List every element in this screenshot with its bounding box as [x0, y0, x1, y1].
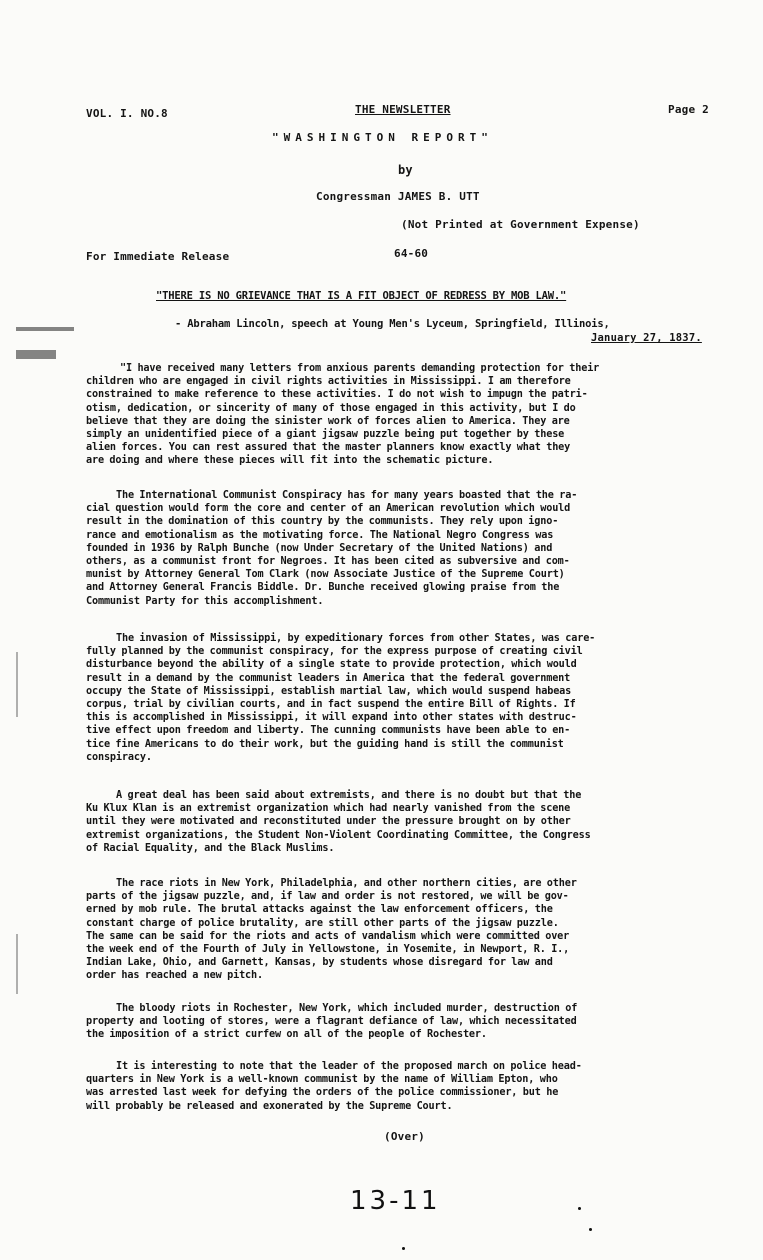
- text-line: Indian Lake, Ohio, and Garnett, Kansas, by students whose disregard for law and: [86, 957, 553, 969]
- margin-line: [16, 934, 18, 994]
- text-line: the imposition of a strict curfew on all of the people of Rochester.: [86, 1029, 487, 1041]
- text-line: others, as a communist front for Negroes. It has been cited as subversive and com-: [86, 556, 570, 568]
- ink-speck: [402, 1247, 405, 1250]
- text-line: The same can be said for the riots and acts of vandalism which were committed over: [86, 930, 570, 942]
- text-line: are doing and where these pieces will fit into the schematic picture.: [86, 455, 494, 467]
- printing-note: (Not Printed at Government Expense): [401, 218, 640, 231]
- handwritten-page-number: 13-11: [350, 1186, 441, 1216]
- margin-smudge: [16, 327, 74, 331]
- over-marker: (Over): [384, 1130, 425, 1143]
- paragraph: [86, 1060, 722, 1113]
- newsletter-name: THE NEWSLETTER: [355, 103, 451, 116]
- text-line: constrained to make reference to these activities. I do not wish to impugn the patri-: [86, 389, 588, 401]
- ink-speck: [589, 1228, 592, 1231]
- text-line: believe that they are doing the sinister work of forces alien to America. They are: [86, 415, 570, 427]
- release-notice: For Immediate Release: [86, 250, 230, 263]
- quote-date: January 27, 1837.: [591, 332, 702, 344]
- text-line: property and looting of stores, were a flagrant defiance of law, which necessitated: [86, 1016, 577, 1028]
- paragraph: [86, 789, 722, 855]
- ink-speck: [578, 1207, 581, 1210]
- text-line: Ku Klux Klan is an extremist organization which had nearly vanished from the scene: [86, 803, 571, 815]
- margin-smudge: [16, 350, 56, 359]
- text-line: fully planned by the communist conspiracy, for the express purpose of creating civil: [86, 646, 583, 658]
- issue-code: 64-60: [394, 247, 429, 260]
- text-line: constant charge of police brutality, are still other parts of the jigsaw puzzle.: [86, 917, 559, 929]
- text-line: parts of the jigsaw puzzle, and, if law and order is not restored, we will be gov-: [86, 891, 569, 903]
- text-line: will probably be released and exonerated by the Supreme Court.: [86, 1100, 453, 1112]
- text-line: founded in 1936 by Ralph Bunche (now Under Secretary of the United Nations) and: [86, 542, 553, 554]
- text-line: The bloody riots in Rochester, New York, which included murder, destruction of: [116, 1003, 578, 1014]
- text-line: extremist organizations, the Student Non-Violent Coordinating Committee, the Congress: [86, 829, 591, 841]
- byline-by: by: [398, 163, 413, 177]
- page-number: Page 2: [668, 103, 709, 116]
- text-line: this is accomplished in Mississippi, it will expand into other states with destruc-: [86, 712, 577, 724]
- paragraph: [86, 489, 722, 608]
- text-line: conspiracy.: [86, 751, 152, 763]
- paragraph: [86, 877, 722, 983]
- text-line: tive effect upon freedom and liberty. The cunning communists have been able to en-: [86, 725, 571, 737]
- text-line: children who are engaged in civil rights activities in Mississippi. I am therefore: [86, 376, 571, 388]
- text-line: the week end of the Fourth of July in Yellowstone, in Yosemite, in Newport, R. I.,: [86, 944, 570, 956]
- text-line: disturbance beyond the ability of a single state to provide protection, which would: [86, 659, 577, 671]
- text-line: occupy the State of Mississippi, establish martial law, which would suspend habeas: [86, 685, 572, 697]
- volume-number: VOL. I. NO.8: [86, 107, 168, 120]
- text-line: "I have received many letters from anxious parents demanding protection for their: [120, 363, 600, 374]
- text-line: simply an unidentified piece of a giant jigsaw puzzle being put together by these: [86, 429, 565, 441]
- text-line: erned by mob rule. The brutal attacks against the law enforcement officers, the: [86, 904, 553, 916]
- paragraph: [86, 362, 722, 468]
- text-line: The invasion of Mississippi, by expeditionary forces from other States, was care-: [116, 633, 596, 644]
- text-line: quarters in New York is a well-known communist by the name of William Epton, who: [86, 1074, 558, 1086]
- report-title: "WASHINGTON REPORT": [272, 131, 493, 144]
- paragraph: [86, 1002, 722, 1042]
- text-line: rance and emotionalism as the motivating force. The National Negro Congress was: [86, 529, 554, 541]
- text-line: alien forces. You can rest assured that the master planners know exactly what they: [86, 442, 571, 454]
- text-line: A great deal has been said about extremists, and there is no doubt but that the: [116, 790, 582, 801]
- text-line: and Attorney General Francis Biddle. Dr. Bunche received glowing praise from the: [86, 582, 560, 594]
- text-line: of Racial Equality, and the Black Muslims.: [86, 842, 335, 854]
- text-line: order has reached a new pitch.: [86, 970, 264, 982]
- text-line: corpus, trial by civilian courts, and in fact suspend the entire Bill of Rights. If: [86, 699, 576, 711]
- text-line: result in the domination of this country by the communists. They rely upon igno-: [86, 516, 559, 528]
- text-line: tice fine Americans to do their work, but the guiding hand is still the communist: [86, 738, 564, 750]
- author-name: Congressman JAMES B. UTT: [316, 190, 480, 203]
- text-line: munist by Attorney General Tom Clark (now Associate Justice of the Supreme Court): [86, 569, 565, 581]
- text-line: Communist Party for this accomplishment.: [86, 595, 324, 607]
- text-line: otism, dedication, or sincerity of many of those engaged in this activity, but I do: [86, 402, 576, 414]
- margin-line: [16, 652, 18, 717]
- text-line: It is interesting to note that the leader of the proposed march on police head-: [116, 1061, 582, 1072]
- lincoln-quote: "THERE IS NO GRIEVANCE THAT IS A FIT OBJECT OF REDRESS BY MOB LAW.": [156, 290, 567, 302]
- text-line: was arrested last week for defying the orders of the police commissioner, but he: [86, 1087, 559, 1099]
- text-line: result in a demand by the communist leaders in America that the federal government: [86, 672, 571, 684]
- text-line: cial question would form the core and center of an American revolution which would: [86, 503, 571, 515]
- text-line: The International Communist Conspiracy has for many years boasted that the ra-: [116, 490, 578, 501]
- paragraph: [86, 632, 722, 764]
- text-line: The race riots in New York, Philadelphia, and other northern cities, are other: [116, 878, 577, 889]
- quote-attribution: - Abraham Lincoln, speech at Young Men's Lyceum, Springfield, Illinois,: [175, 318, 610, 330]
- text-line: until they were motivated and reconstituted under the pressure brought on by other: [86, 816, 571, 828]
